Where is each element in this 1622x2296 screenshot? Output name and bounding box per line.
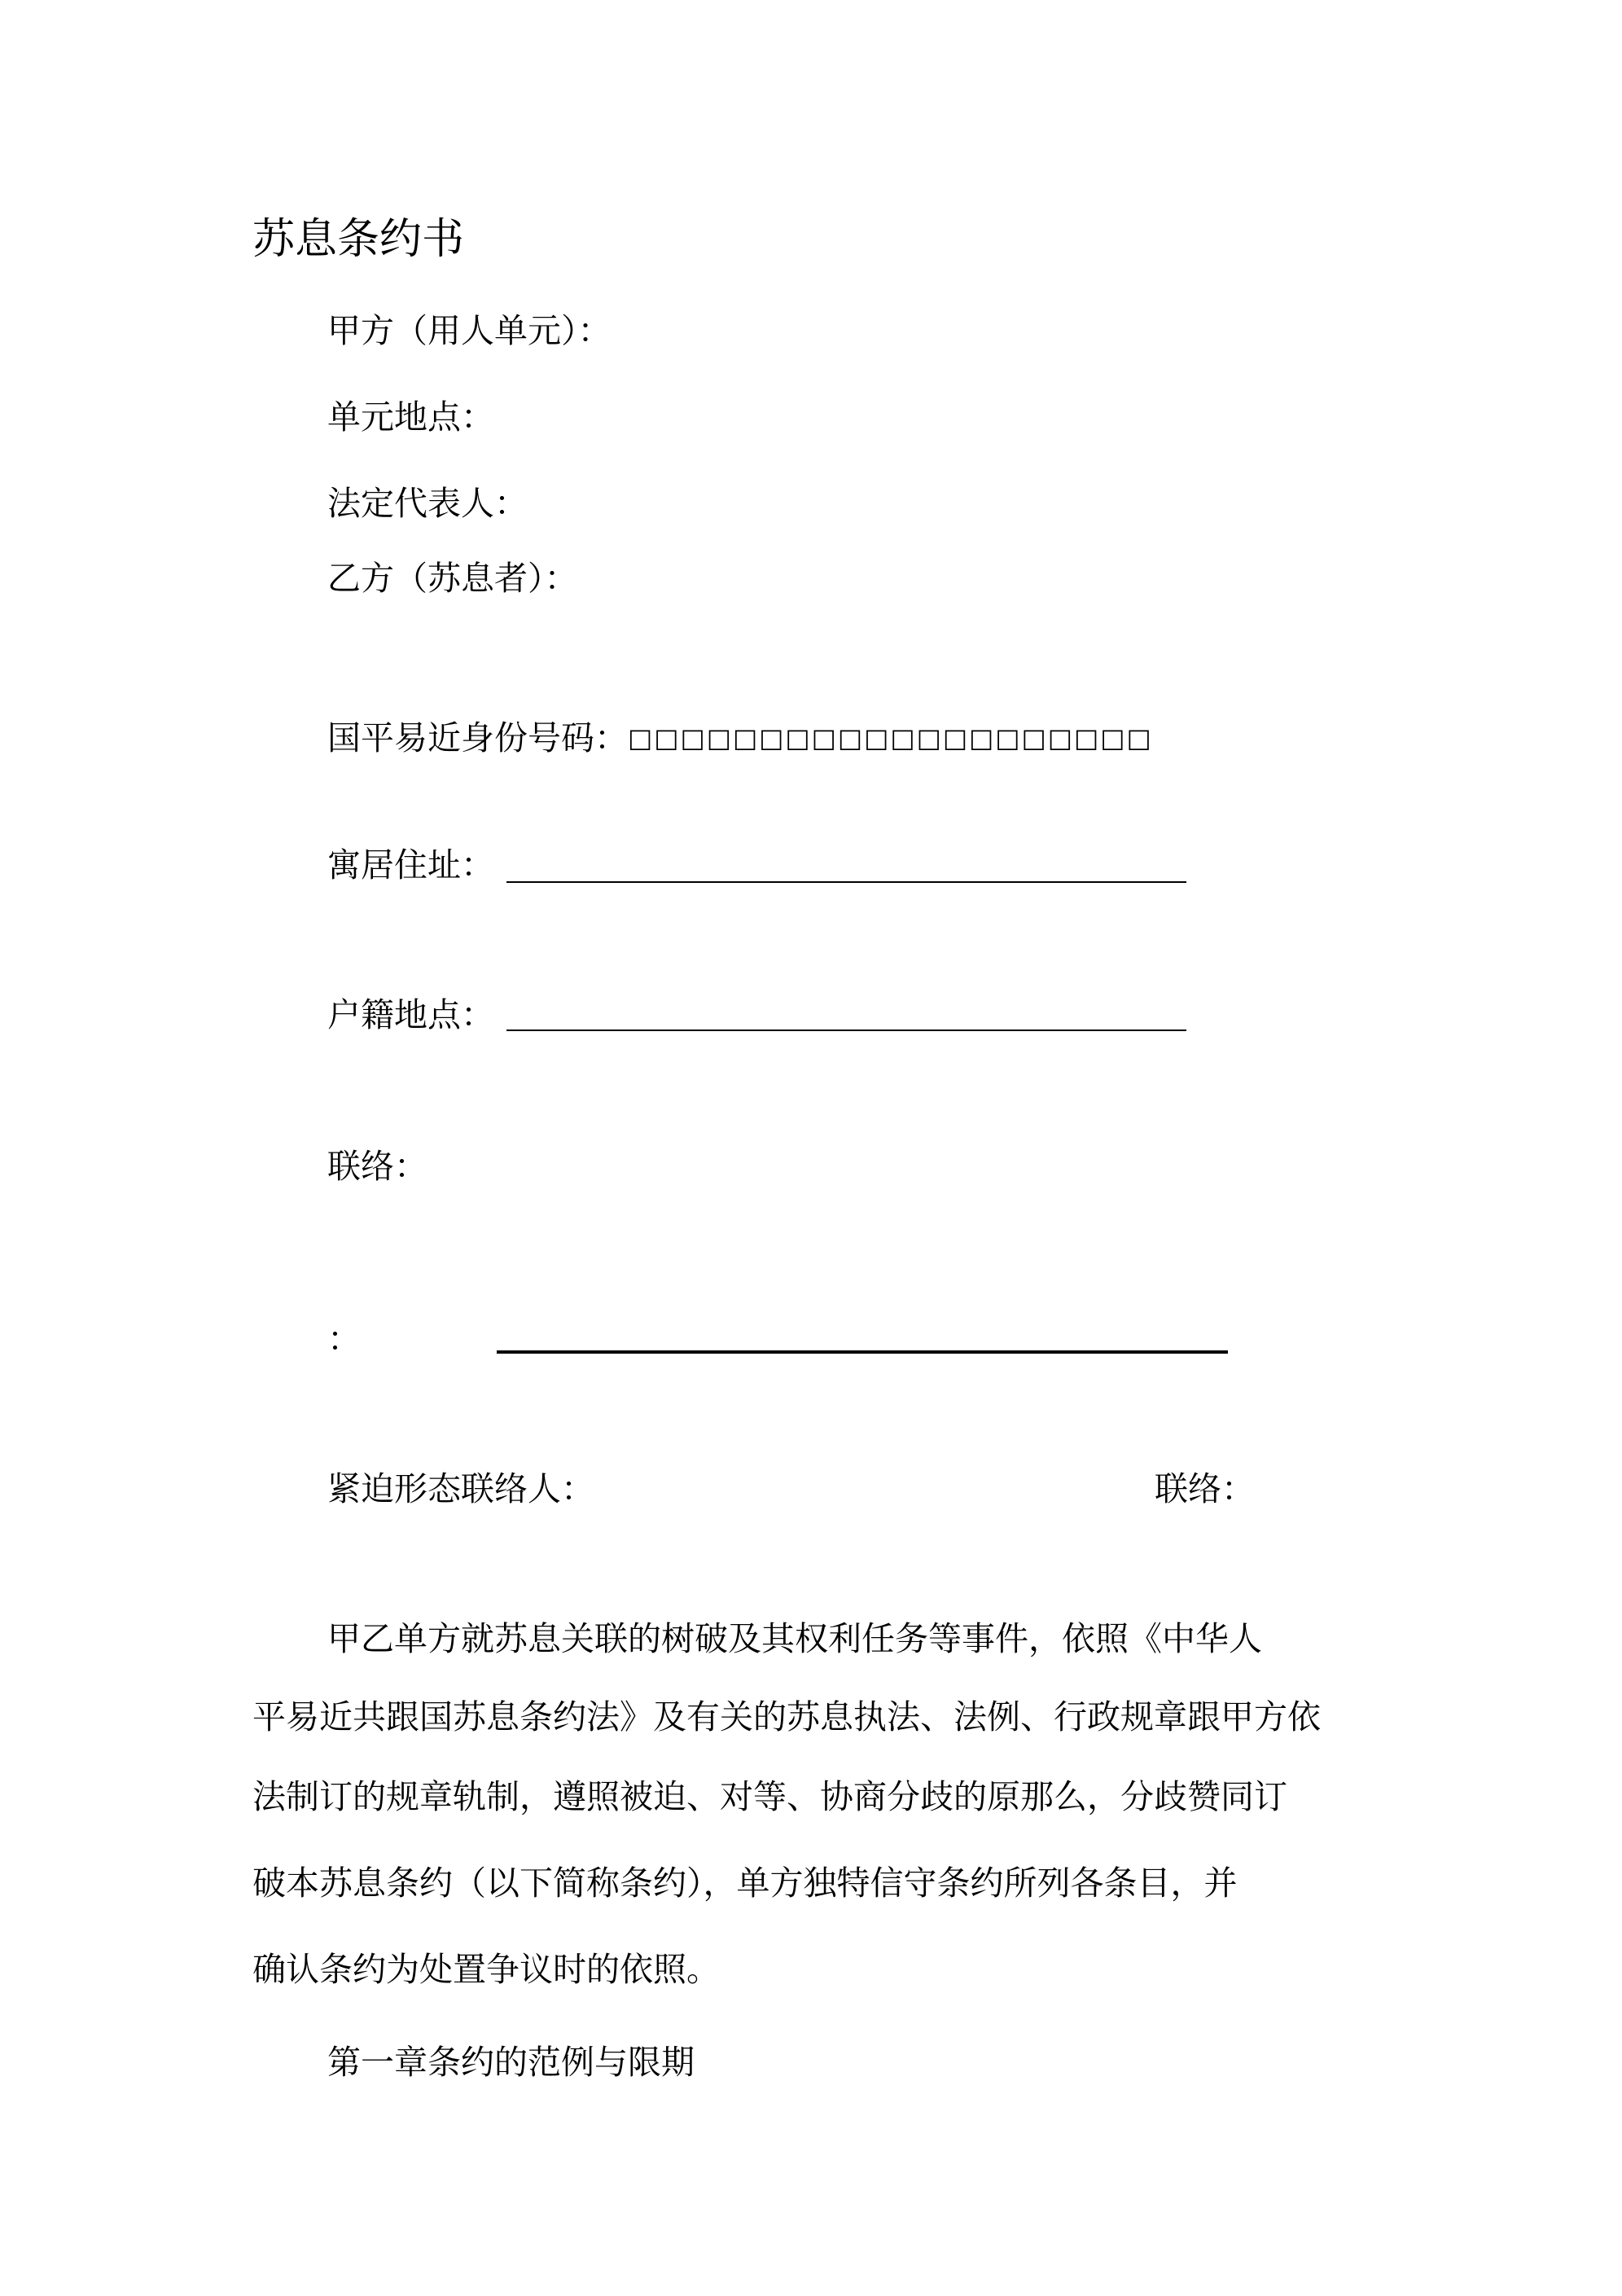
blank-underline (497, 1350, 1228, 1354)
party-b-label: 乙方（苏息者）： (327, 559, 578, 598)
preamble-line-2: 平易近共跟国苏息条约法》及有关的苏息执法、法例、行政规章跟甲方依 (252, 1697, 1321, 1736)
residence-underline (506, 881, 1186, 883)
preamble-line-4: 破本苏息条约（以下简称条约），单方独特信守条约所列各条目，并 (252, 1864, 1238, 1903)
colon-line-label: ： (327, 1319, 361, 1359)
emergency-contact-label: 联络： (1155, 1469, 1255, 1508)
contact-label: 联络： (327, 1147, 427, 1186)
id-number-row (327, 718, 1153, 757)
preamble-line-1: 甲乙单方就苏息关联的树破及其权利任务等事件，依照《中华人 (327, 1619, 1262, 1658)
hukou-label: 户籍地点： (327, 995, 494, 1034)
id-number-boxes: □□□□□□□□□□□□□□□□□□□□ (628, 722, 1153, 753)
chapter-1-heading: 第一章条约的范例与限期 (327, 2043, 695, 2082)
party-a-legal-rep-label: 法定代表人： (327, 484, 528, 523)
id-number-label: 国平易近身份号码： (327, 718, 628, 757)
document-title: 苏息条约书 (252, 215, 465, 264)
hukou-underline (506, 1029, 1186, 1031)
preamble-line-3: 法制订的规章轨制，遵照被迫、对等、协商分歧的原那么，分歧赞同订 (252, 1777, 1287, 1816)
emergency-contact-person-label: 紧迫形态联络人： (327, 1469, 594, 1508)
party-a-label: 甲方（用人单元）： (327, 311, 612, 350)
preamble-line-5: 确认条约为处置争议时的依照。 (252, 1950, 720, 1989)
party-a-address-label: 单元地点： (327, 397, 494, 437)
residence-label: 寓居住址： (327, 845, 494, 885)
